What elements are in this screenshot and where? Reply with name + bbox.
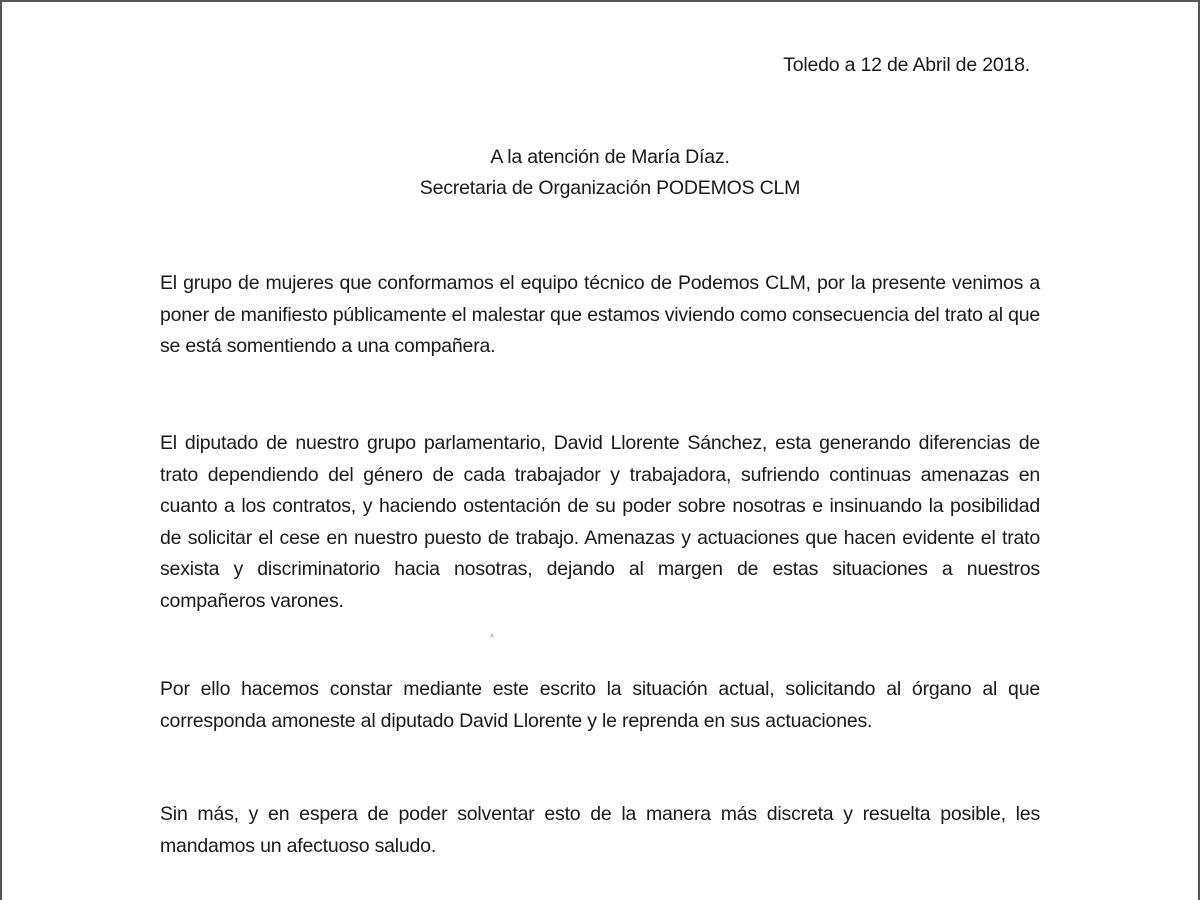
recipient-name: A la atención de María Díaz. xyxy=(490,146,730,168)
recipient-block xyxy=(2,142,1198,204)
paragraph-complaint: El diputado de nuestro grupo parlamentario, David Llorente Sánchez, esta generando diferencias de trato dependiendo del género de cada trabajador y trabajadora, sufriendo continuas amenazas en cuanto a los contratos, y haciendo ostentación de su poder sobre nosotras e insinuando la posibilidad de solicitar el cese en nuestro puesto de trabajo. Amenazas y actuaciones que hacen evidente el trato sexista y discriminatorio hacia nosotras, dejando al margen de estas situaciones a nuestros compañeros varones. xyxy=(160,432,1040,612)
recipient-title: Secretaria de Organización PODEMOS CLM xyxy=(419,177,801,199)
scan-speck xyxy=(491,634,493,637)
paragraph-request: Por ello hacemos constar mediante este escrito la situación actual, solicitando al órgano al que corresponda amoneste al diputado David Llorente y le reprenda en sus actuaciones. xyxy=(160,678,1040,732)
date-line: Toledo a 12 de Abril de 2018. xyxy=(783,54,1030,76)
paragraph-closing: Sin más, y en espera de poder solventar esto de la manera más discreta y resuelta posible, les mandamos un afectuoso saludo. xyxy=(160,803,1040,857)
paragraph-intro: El grupo de mujeres que conformamos el equipo técnico de Podemos CLM, por la presente venimos a poner de manifiesto públicamente el malestar que estamos viviendo como consecuencia del trato al que se está somentiendo a una compañera. xyxy=(160,272,1040,357)
